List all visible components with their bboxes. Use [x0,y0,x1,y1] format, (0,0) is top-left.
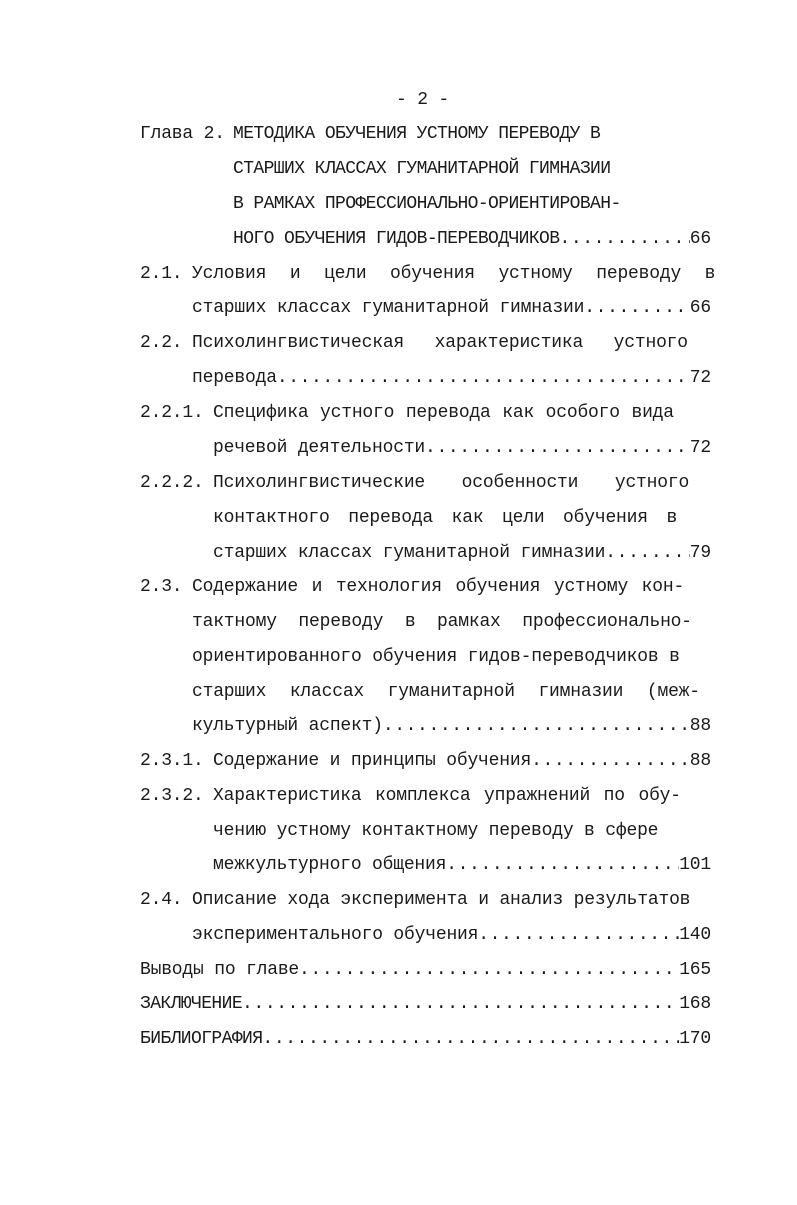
dot-leader [531,749,690,773]
entry-line-leader [213,436,711,460]
entry-text: ЗАКЛЮЧЕНИЕ [140,994,243,1014]
chapter-title-line-2: СТАРШИХ КЛАССАХ ГУМАНИТАРНОЙ ГИМНАЗИИ [233,159,611,179]
dot-leader [559,227,689,251]
entry-number: 2.2.2. [140,473,204,493]
entry-line: старших классах гуманитарной гимназии (меж- [192,682,700,702]
page-ref: 72 [689,368,711,388]
entry-text: межкультурного общения [213,855,447,875]
dot-leader [446,853,679,877]
entry-line-leader [192,714,711,738]
entry-line-leader [192,296,711,320]
entry-line-leader [192,923,711,947]
entry-line-leader [192,366,711,390]
page-ref: 79 [689,543,711,563]
bibliography-entry [140,1027,711,1051]
page-ref: 168 [679,994,711,1014]
entry-line: Характеристика комплекса упражнений по обу- [213,786,681,806]
dot-leader [277,366,690,390]
entry-text: Содержание и принципы обучения [213,751,532,771]
entry-line: Психолингвистические особенности устного [213,473,690,493]
entry-number: 2.3.2. [140,786,204,806]
entry-number: 2.2. [140,333,183,353]
page-ref: 88 [689,751,711,771]
page-ref: 170 [679,1029,711,1049]
entry-line-leader [213,853,711,877]
entry-text: перевода [192,368,277,388]
entry-text: БИБЛИОГРАФИЯ [140,1029,263,1049]
dot-leader [262,1027,679,1051]
entry-line-leader [213,541,711,565]
chapter-label: Глава 2. [140,124,225,144]
entry-line: контактного перевода как цели обучения в [213,508,678,528]
page-number: - 2 - [396,90,450,110]
entry-text: экспериментального обучения [192,925,479,945]
entry-number: 2.2.1. [140,403,204,423]
entry-line: Специфика устного перевода как особого вида [213,403,674,423]
entry-line: чению устному контактному переводу в сфере [213,821,659,841]
entry-text: старших классах гуманитарной гимназии [213,543,606,563]
entry-text: Выводы по главе [140,960,300,980]
entry-number: 2.3.1. [140,751,204,771]
dot-leader [584,296,690,320]
entry-line: Условия и цели обучения устному переводу в [192,264,716,284]
entry-line: Психолингвистическая характеристика устного [192,333,688,353]
chapter-title-line-4 [233,227,711,251]
entry-line: тактному переводу в рамках профессионально- [192,612,692,632]
page-ref: 88 [689,716,711,736]
entry-number: 2.3. [140,577,183,597]
entry-line-leader [213,749,711,773]
chapter-title-text: НОГО ОБУЧЕНИЯ ГИДОВ-ПЕРЕВОДЧИКОВ [233,229,560,249]
entry-text: культурный аспект) [192,716,383,736]
dot-leader [478,923,679,947]
conclusions-entry [140,958,711,982]
chapter-title-line-3: В РАМКАХ ПРОФЕССИОНАЛЬНО-ОРИЕНТИРОВАН- [233,194,621,214]
chapter-title-line-1: МЕТОДИКА ОБУЧЕНИЯ УСТНОМУ ПЕРЕВОДУ В [233,124,601,144]
page-ref: 66 [689,229,711,249]
dot-leader [242,992,679,1016]
dot-leader [383,714,690,738]
entry-line: Описание хода эксперимента и анализ результатов [192,890,691,910]
entry-text: речевой деятельности [213,438,426,458]
page-ref: 140 [679,925,711,945]
page-ref: 72 [689,438,711,458]
page-ref: 165 [679,960,711,980]
entry-line: Содержание и технология обучения устному кон- [192,577,685,597]
dot-leader [605,541,690,565]
dot-leader [425,436,690,460]
conclusion-entry [140,992,711,1016]
entry-line: ориентированного обучения гидов-переводчиков в [192,647,680,667]
page-ref: 101 [679,855,711,875]
entry-number: 2.1. [140,264,183,284]
dot-leader [299,958,679,982]
page-ref: 66 [689,298,711,318]
entry-text: старших классах гуманитарной гимназии [192,298,585,318]
entry-number: 2.4. [140,890,183,910]
